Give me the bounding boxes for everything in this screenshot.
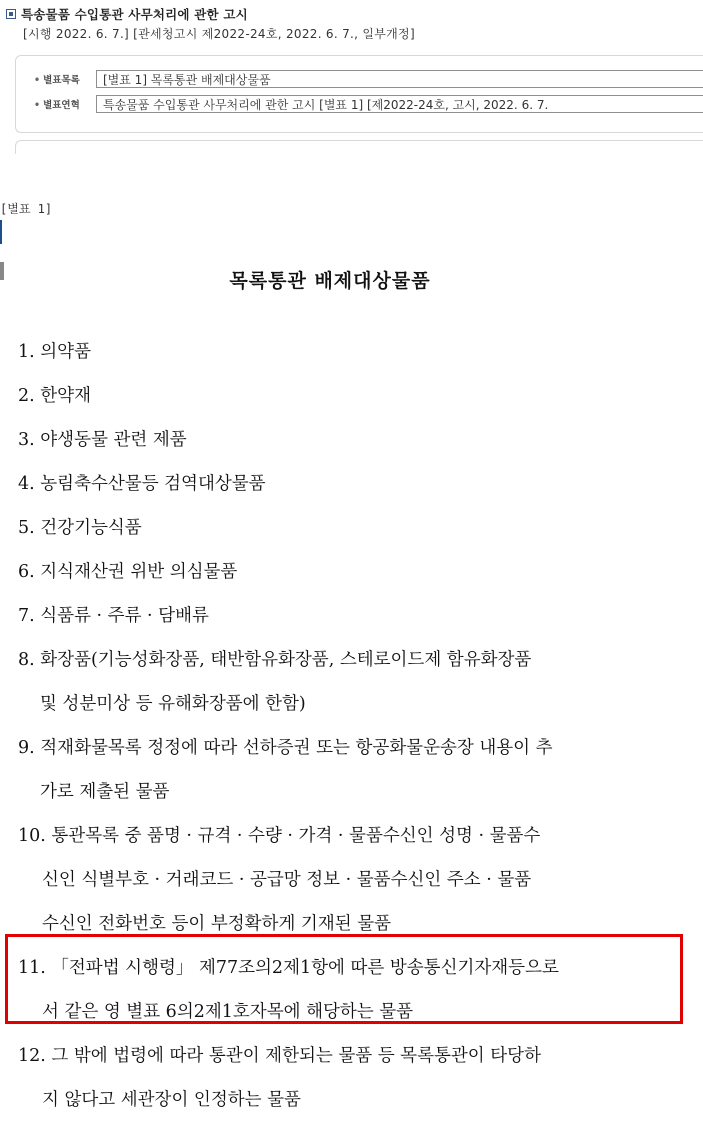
list-item-text: 10. 통관목록 중 품명 · 규격 · 수량 · 가격 · 물품수신인 성명 · 물품수: [18, 826, 541, 846]
left-margin-marker: [0, 220, 2, 244]
list-item-continuation: 신인 식별부호 · 거래코드 · 공급망 정보 · 물품수신인 주소 · 물품: [42, 870, 532, 890]
list-item-text: 9. 적재화물목록 정정에 따라 선하증권 또는 항공화물운송장 내용이 추: [18, 738, 553, 758]
appendix-list-label: • 별표목록: [34, 72, 96, 86]
list-item-continuation: 지 않다고 세관장이 인정하는 물품: [42, 1090, 301, 1110]
list-item-text: 11. 「전파법 시행령」 제77조의2제1항에 따른 방송통신기자재등으로: [18, 958, 559, 978]
list-item-continuation: 가로 제출된 물품: [40, 782, 170, 802]
list-item: [18, 550, 688, 594]
appendix-history-label: • 별표연혁: [34, 97, 96, 111]
highlight-box-item-11: [5, 934, 683, 1024]
list-item-text: 4. 농림축수산물등 검역대상물품: [18, 474, 266, 494]
title-row: [6, 4, 696, 24]
list-item: [18, 506, 688, 550]
document-icon: [6, 9, 16, 19]
content-box-top: [15, 140, 703, 154]
list-item: [18, 374, 688, 418]
appendix-list-select[interactable]: [별표 1] 목록통관 배제대상물품: [96, 70, 703, 88]
list-item-text: 7. 식품류 · 주류 · 담배류: [18, 606, 209, 626]
list-item-text: 8. 화장품(기능성화장품, 태반함유화장품, 스테로이드제 함유화장품: [18, 650, 532, 670]
list-item-text: 3. 야생동물 관련 제품: [18, 430, 187, 450]
list-item-text: 6. 지식재산권 위반 의심물품: [18, 562, 238, 582]
list-item: [18, 726, 688, 814]
list-item-text: 2. 한약재: [18, 386, 91, 406]
law-title[interactable]: 특송물품 수입통관 사무처리에 관한 고시: [21, 7, 248, 22]
appendix-list-row: [34, 70, 703, 88]
appendix-label: [별표 1]: [0, 202, 53, 216]
list-item: [18, 1034, 688, 1122]
list-item-text: 12. 그 밖에 법령에 따라 통관이 제한되는 물품 등 목록통관이 타당하: [18, 1046, 541, 1066]
appendix-history-select[interactable]: 특송물품 수입통관 사무처리에 관한 고시 [별표 1] [제2022-24호, 고시, 2022. 6. 7.: [96, 95, 703, 113]
list-item: [18, 814, 688, 946]
list-item: [18, 594, 688, 638]
list-item: [18, 418, 688, 462]
list-item-text: 5. 건강기능식품: [18, 518, 142, 538]
appendix-history-row: [34, 95, 703, 113]
list-item: [18, 638, 688, 726]
page-header: [6, 4, 696, 42]
list-item-text: 1. 의약품: [18, 342, 91, 362]
law-subtitle: [시행 2022. 6. 7.] [관세청고시 제2022-24호, 2022. 6. 7., 일부개정]: [23, 27, 415, 41]
appendix-meta-box: [15, 55, 703, 133]
list-item: [18, 462, 688, 506]
list-item-continuation: 수신인 전화번호 등이 부정확하게 기재된 물품: [42, 914, 392, 934]
list-item-continuation: 및 성분미상 등 유해화장품에 한함): [40, 694, 306, 714]
document-title: 목록통관 배제대상물품: [229, 270, 431, 292]
list-item: [18, 330, 688, 374]
list-item-continuation: 서 같은 영 별표 6의2제1호자목에 해당하는 물품: [42, 1002, 414, 1022]
